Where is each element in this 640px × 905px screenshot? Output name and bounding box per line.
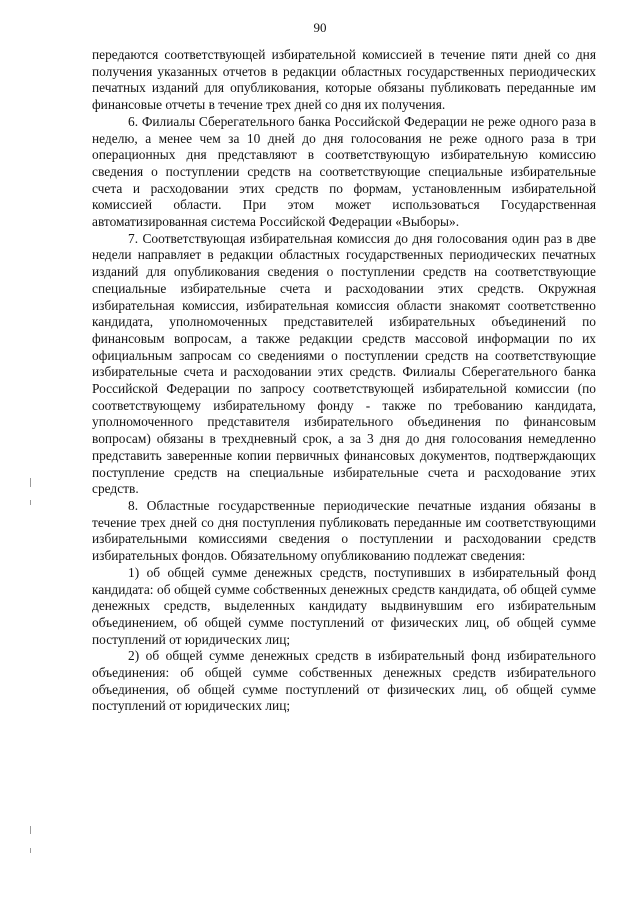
margin-scan-mark [30,478,31,487]
subitem-1: 1) об общей сумме денежных средств, поступивших в избирательный фонд кандидата: об общей сумме собственных денежных средств кандидата, об общей сумме денежных средств, выделенных кандидату выдвинувшим его избирательным объединением, об общей сумме поступлений от физических лиц, об общей сумме поступлений от юридических лиц; [92,564,596,647]
paragraph-item-6: 6. Филиалы Сберегательного банка Российской Федерации не реже одного раза в неделю, а менее чем за 10 дней до дня голосования не реже одного раза в три операционных дня представляют в соответствующую избирательную комиссию сведения о поступлении средств на соответствующие специальные избирательные счета и расходовании этих средств по формам, установленным избирательной комиссией области. При этом может использоваться Государственная автоматизированная система Российской Федерации «Выборы». [92,113,596,230]
margin-scan-mark [30,826,31,834]
margin-scan-mark [30,848,31,853]
document-body [92,47,596,715]
paragraph-continuation: передаются соответствующей избирательной комиссией в течение пяти дней со дня получения указанных отчетов в редакции областных государственных периодических печатных изданий для опубликования, которые обязаны публиковать переданные им финансовые отчеты в течение трех дней со дня их получения. [92,47,596,113]
page-number: 90 [313,20,327,35]
paragraph-item-7: 7. Соответствующая избирательная комиссия до дня голосования один раз в две недели направляет в редакции областных государственных периодических печатных изданий для опубликования сведения о поступлении средств на соответствующие специальные избирательные счета и расходовании этих средств. Окружная избирательная комиссия, избирательная комиссия области знакомят соответственно кандидата, уполномоченных представителей избирательных объединений по финансовым вопросам, а также редакции средств массовой информации по их официальным запросам со сведениями о поступлении средств на соответствующие избирательные счета и расходовании этих средств. Филиалы Сберегательного банка Российской Федерации по запросу соответствующей избирательной комиссии (по соответствующему избирательному фонду - также по требованию кандидата, уполномоченного представителя избирательного объединения по финансовым вопросам) обязаны в трехдневный срок, а за 3 дня до дня голосования немедленно представить заверенные копии первичных финансовых документов, подтверждающих поступление средств на специальные избирательные счета и расходование этих средств. [92,230,596,497]
subitem-2: 2) об общей сумме денежных средств в избирательный фонд избирательного объединения: об общей сумме собственных денежных средств избирательного объединения, об общей сумме поступлений от физических лиц, об общей сумме поступлений от юридических лиц; [92,648,596,714]
margin-scan-mark [30,500,31,505]
paragraph-item-8: 8. Областные государственные периодические печатные издания обязаны в течение трех дней со дня поступления публиковать переданные им соответствующими избирательными комиссиями сведения о поступлении и расходовании средств избирательных фондов. Обязательному опубликованию подлежат сведения: [92,497,596,564]
